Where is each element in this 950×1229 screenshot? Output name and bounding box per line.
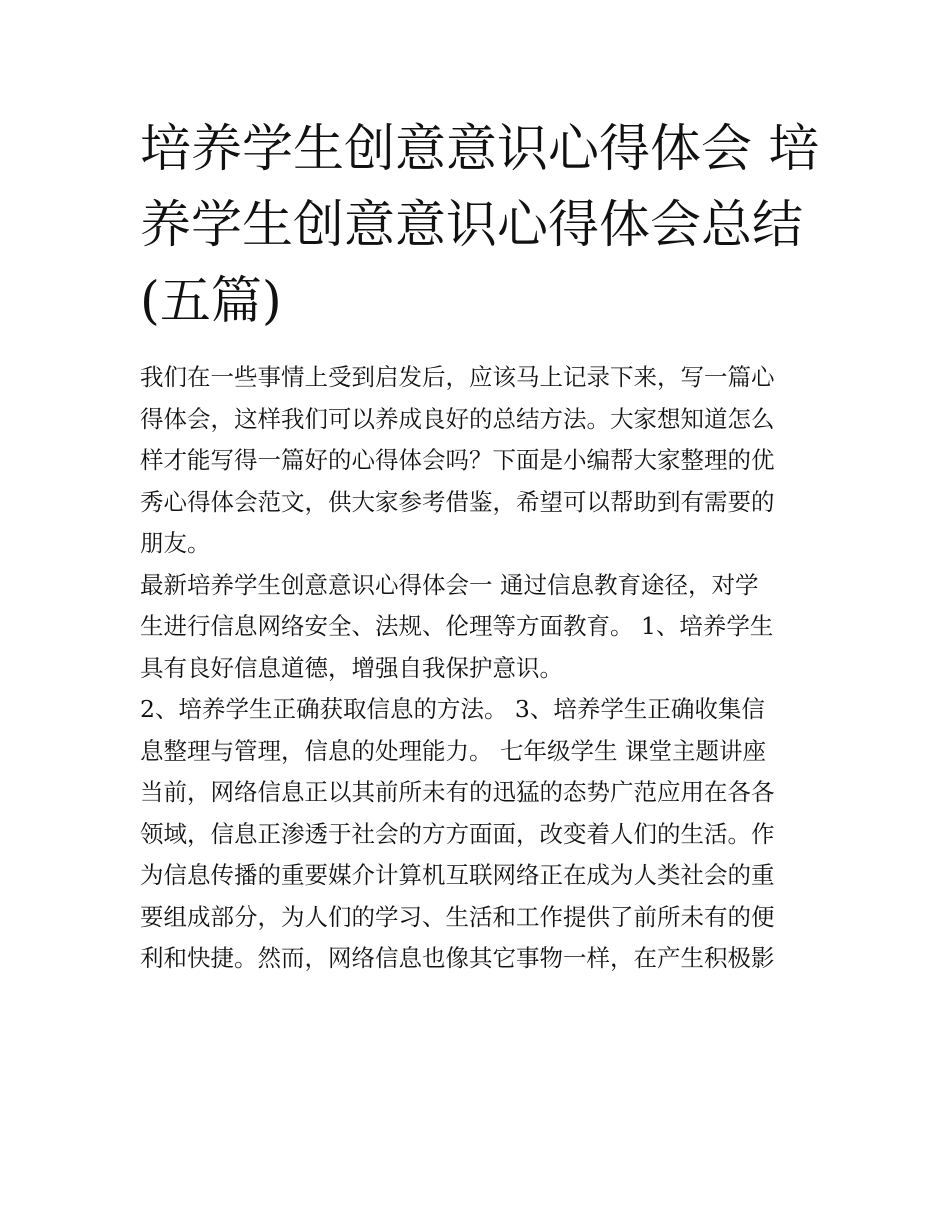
text-line: 为信息传播的重要媒介计算机互联网络正在成为人类社会的重 [140, 861, 775, 889]
text-line: 具有良好信息道德，增强自我保护意识。 [140, 653, 563, 682]
text-line: 息整理与管理，信息的处理能力。 七年级学生 课堂主题讲座 [140, 736, 766, 765]
text-line: 最新培养学生创意意识心得体会一 通过信息教育途径，对学 [140, 570, 759, 599]
title-line: 养学生创意意识心得体会总结 [140, 196, 804, 255]
text-line: 朋友。 [140, 529, 211, 557]
text-line: 利和快捷。然而，网络信息也像其它事物一样，在产生积极影 [140, 944, 775, 972]
text-line: 样才能写得一篇好的心得体会吗？下面是小编帮大家整理的优 [140, 446, 775, 474]
document-body [140, 357, 812, 980]
title-line: (五篇) [140, 272, 282, 331]
text-line: 要组成部分，为人们的学习、生活和工作提供了前所未有的便 [140, 902, 775, 931]
text-line: 2、培养学生正确获取信息的方法。 3、培养学生正确收集信 [140, 695, 765, 723]
text-line: 领域，信息正渗透于社会的方方面面，改变着人们的生活。作 [140, 819, 775, 848]
title-line: 培养学生创意意识心得体会 培 [140, 120, 820, 179]
text-line: 我们在一些事情上受到启发后，应该马上记录下来，写一篇心 [140, 363, 775, 391]
text-line: 生进行信息网络安全、法规、伦理等方面教育。 1、培养学生 [140, 612, 774, 640]
text-line: 得体会，这样我们可以养成良好的总结方法。大家想知道怎么 [140, 404, 775, 433]
document-title [140, 112, 820, 340]
text-line: 当前，网络信息正以其前所未有的迅猛的态势广范应用在各各 [140, 778, 775, 806]
section-two-paragraph [140, 689, 812, 980]
text-line: 秀心得体会范文，供大家参考借鉴，希望可以帮助到有需要的 [140, 487, 775, 516]
intro-paragraph [140, 357, 812, 565]
section-one-paragraph [140, 565, 812, 690]
